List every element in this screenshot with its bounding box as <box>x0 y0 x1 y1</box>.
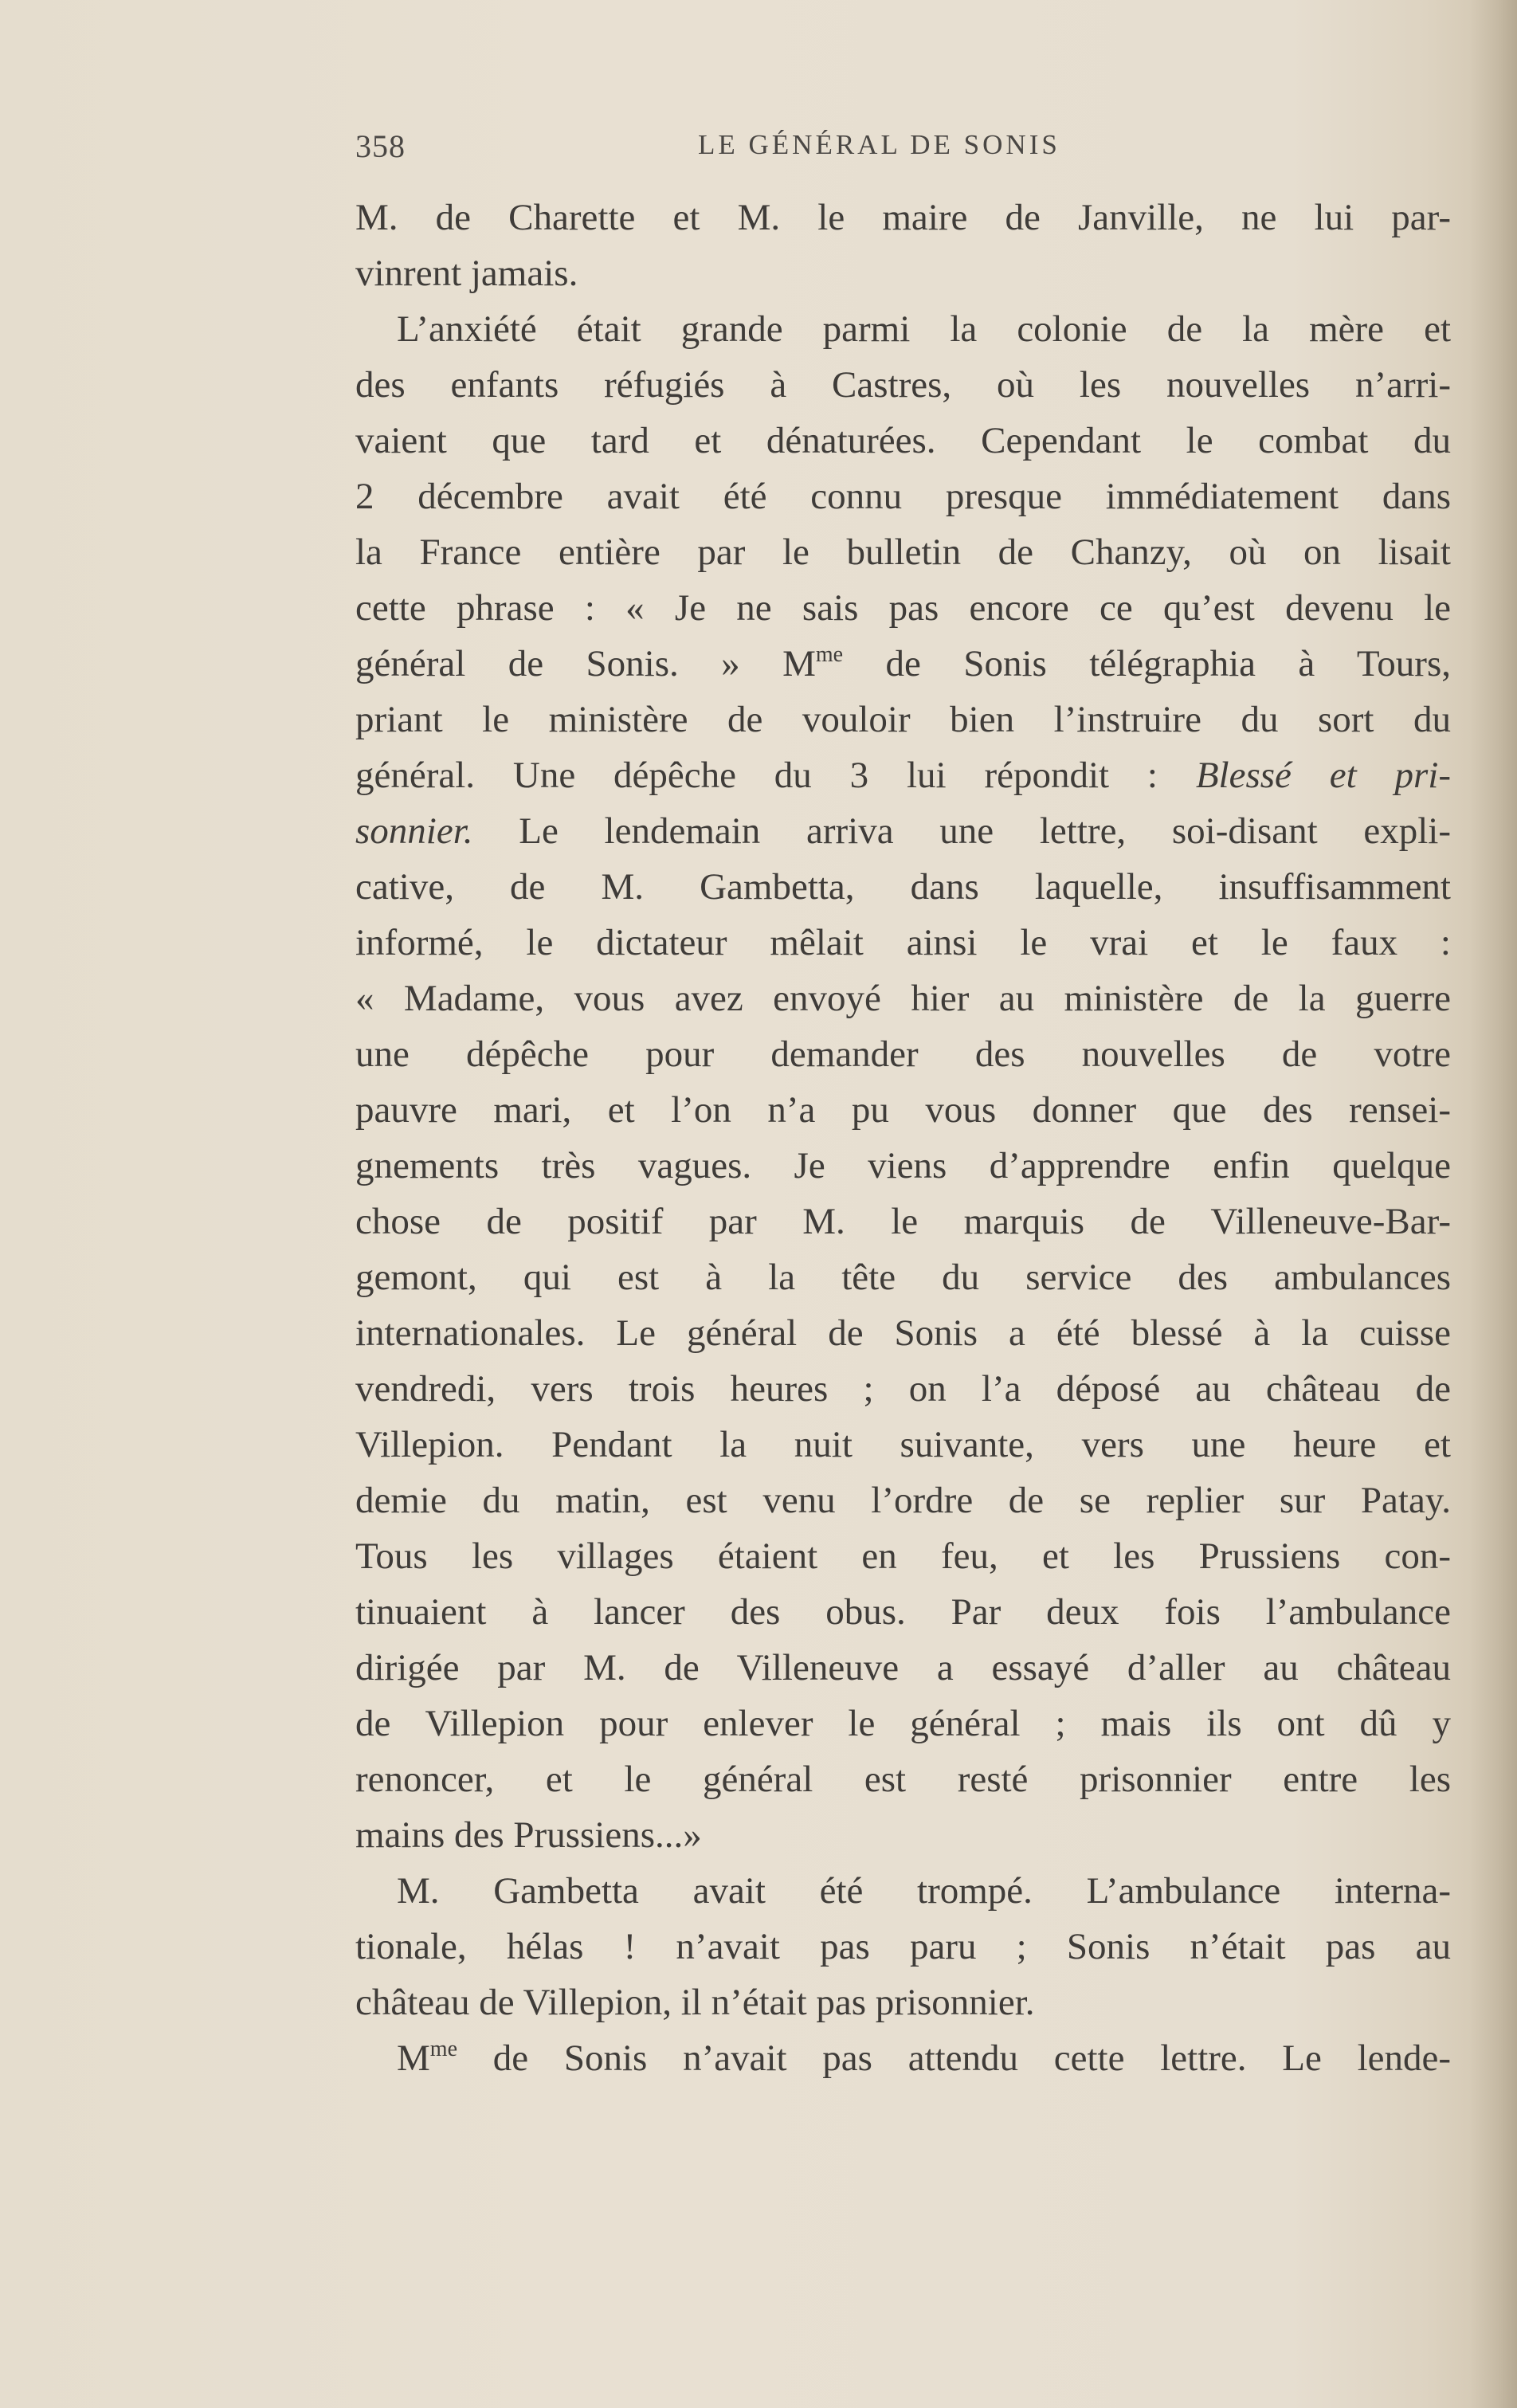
text-line: « Madame, vous avez envoyé hier au ministère de la guerre <box>355 978 1451 1019</box>
body-text <box>355 190 1451 2086</box>
text-run: général de Sonis. » M <box>355 643 816 684</box>
text-line: pauvre mari, et l’on n’a pu vous donner que des rensei- <box>355 1089 1451 1131</box>
text-line <box>355 636 1451 692</box>
text-line: gemont, qui est à la tête du service des ambulances <box>355 1257 1451 1298</box>
italic-text: sonnier. <box>355 810 473 852</box>
superscript: me <box>429 2037 458 2061</box>
text-line: tionale, hélas ! n’avait pas paru ; Sonis n’était pas au <box>355 1926 1451 1967</box>
text-run: de Sonis n’avait pas attendu cette lettre. Le lende- <box>457 2037 1451 2079</box>
text-line: de Villepion pour enlever le général ; mais ils ont dû y <box>355 1703 1451 1744</box>
text-line <box>355 2030 1451 2086</box>
page-number: 358 <box>355 128 406 164</box>
text-line: mains des Prussiens...» <box>355 1814 702 1856</box>
text-line: dirigée par M. de Villeneuve a essayé d’aller au château <box>355 1647 1451 1688</box>
text-line: cette phrase : « Je ne sais pas encore ce qu’est devenu le <box>355 587 1451 629</box>
text-line <box>355 803 1451 859</box>
text-line: vinrent jamais. <box>355 253 578 294</box>
italic-text: Blessé et pri- <box>1195 755 1451 796</box>
text-line: L’anxiété était grande parmi la colonie de la mère et <box>397 308 1451 350</box>
text-run: de Sonis télégraphia à Tours, <box>843 643 1451 684</box>
text-line: internationales. Le général de Sonis a été blessé à la cuisse <box>355 1312 1451 1354</box>
page-edge-shadow <box>1469 0 1517 2408</box>
text-line: château de Villepion, il n’était pas prisonnier. <box>355 1982 1035 2023</box>
text-line: 2 décembre avait été connu presque immédiatement dans <box>355 476 1451 517</box>
text-line: des enfants réfugiés à Castres, où les nouvelles n’arri- <box>355 364 1451 406</box>
text-line: demie du matin, est venu l’ordre de se replier sur Patay. <box>355 1480 1451 1521</box>
text-run: général. Une dépêche du 3 lui répondit : <box>355 755 1196 796</box>
running-head: LE GÉNÉRAL DE SONIS <box>698 129 1060 160</box>
text-line: cative, de M. Gambetta, dans laquelle, insuffisamment <box>355 866 1451 908</box>
text-line <box>355 747 1451 803</box>
text-line: informé, le dictateur mêlait ainsi le vrai et le faux : <box>355 922 1451 963</box>
text-line: chose de positif par M. le marquis de Villeneuve-Bar- <box>355 1201 1451 1242</box>
text-line: priant le ministère de vouloir bien l’instruire du sort du <box>355 699 1451 740</box>
text-line: M. Gambetta avait été trompé. L’ambulance interna- <box>397 1870 1451 1912</box>
text-line: vendredi, vers trois heures ; on l’a déposé au château de <box>355 1368 1451 1410</box>
text-line: M. de Charette et M. le maire de Janville, ne lui par- <box>355 197 1451 238</box>
superscript: me <box>815 642 844 667</box>
text-run: Le lendemain arriva une lettre, soi-disant expli- <box>472 810 1451 852</box>
text-line: la France entière par le bulletin de Chanzy, où on lisait <box>355 531 1451 573</box>
text-line: Villepion. Pendant la nuit suivante, vers une heure et <box>355 1424 1451 1465</box>
text-line: une dépêche pour demander des nouvelles de votre <box>355 1033 1451 1075</box>
text-line: tinuaient à lancer des obus. Par deux fois l’ambulance <box>355 1591 1451 1633</box>
text-line: renoncer, et le général est resté prisonnier entre les <box>355 1759 1451 1800</box>
text-line: vaient que tard et dénaturées. Cependant le combat du <box>355 420 1451 461</box>
page-header <box>355 127 1451 175</box>
text-line: Tous les villages étaient en feu, et les Prussiens con- <box>355 1535 1451 1577</box>
text-run: M <box>397 2037 430 2079</box>
text-line: gnements très vagues. Je viens d’apprendre enfin quelque <box>355 1145 1451 1186</box>
